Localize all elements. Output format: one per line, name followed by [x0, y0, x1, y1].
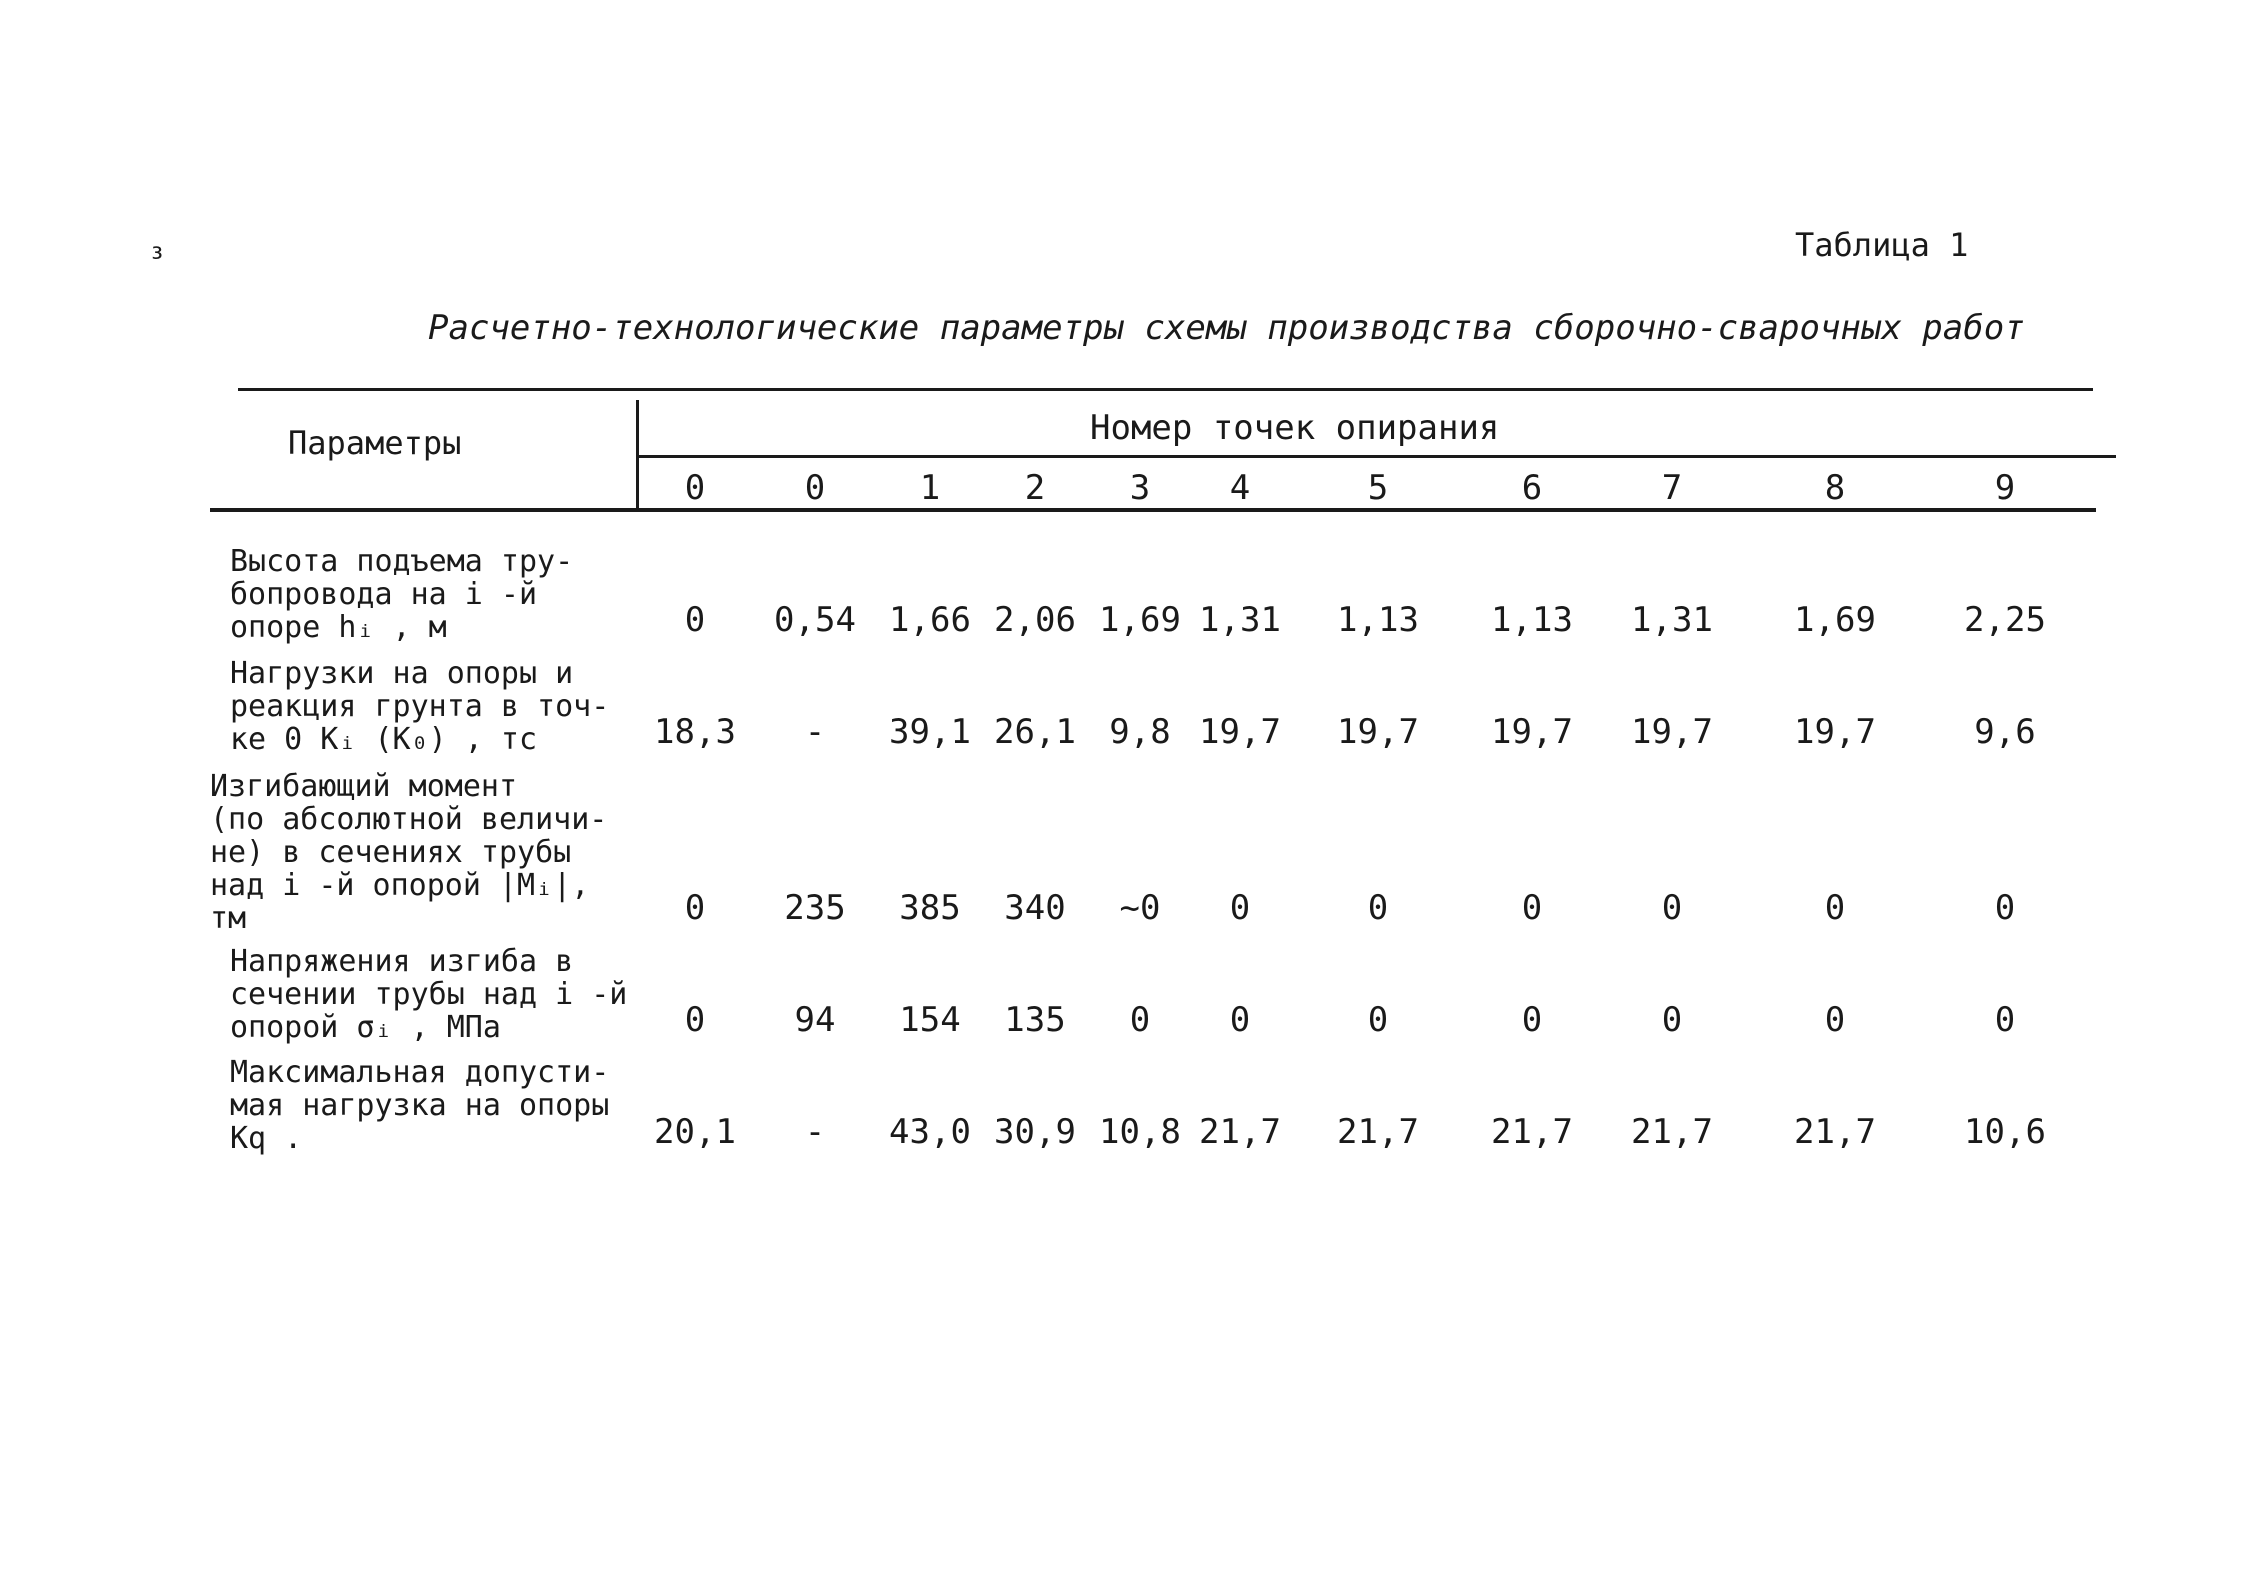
table-cell: 0 [1367, 1000, 1389, 1040]
row-label-line: не) в сечениях трубы [210, 835, 572, 870]
table-cell: 9,6 [1974, 712, 2036, 752]
row-label-line: опоре hᵢ , м [230, 610, 447, 645]
table-cell: 21,7 [1199, 1112, 1281, 1152]
row-label-0 [230, 545, 573, 644]
column-header-9: 8 [1824, 468, 1846, 508]
table-cell: 21,7 [1491, 1112, 1573, 1152]
table-cell: 235 [784, 888, 846, 928]
table-cell: 26,1 [994, 712, 1076, 752]
table-cell: 1,69 [1794, 600, 1876, 640]
row-label-line: над i -й опорой |Mᵢ|, [210, 868, 590, 903]
table-cell: ~0 [1119, 888, 1161, 928]
page-mark: ₃ [148, 232, 167, 267]
table-cell: 1,31 [1631, 600, 1713, 640]
column-header-5: 4 [1229, 468, 1251, 508]
row-label-1 [230, 657, 609, 756]
header-divider-rule [636, 455, 2116, 458]
row-label-2 [210, 770, 607, 935]
table-cell: 19,7 [1199, 712, 1281, 752]
header-bottom-rule [210, 508, 2096, 512]
table-cell: 21,7 [1631, 1112, 1713, 1152]
table-cell: - [804, 1112, 826, 1152]
row-label-line: ке 0 Kᵢ (K₀) , тс [230, 722, 538, 757]
table-number: Таблица 1 [1795, 226, 1969, 264]
column-header-3: 2 [1024, 468, 1046, 508]
header-vertical-divider [636, 400, 639, 508]
table-cell: 0 [1521, 888, 1543, 928]
row-label-line: реакция грунта в точ- [230, 689, 610, 724]
points-column-header: Номер точек опирания [1090, 408, 1500, 448]
table-cell: 94 [794, 1000, 836, 1040]
table-cell: 0 [1229, 888, 1251, 928]
table-cell: 21,7 [1794, 1112, 1876, 1152]
params-column-header: Параметры [288, 424, 462, 462]
table-cell: 20,1 [654, 1112, 736, 1152]
table-cell: 0 [1367, 888, 1389, 928]
column-header-7: 6 [1521, 468, 1543, 508]
table-cell: 18,3 [654, 712, 736, 752]
table-cell: 1,66 [889, 600, 971, 640]
row-label-line: Максимальная допусти- [230, 1055, 610, 1090]
column-header-1: 0 [804, 468, 826, 508]
table-cell: 9,8 [1109, 712, 1171, 752]
row-label-line: Высота подъема тру- [230, 544, 574, 579]
table-cell: 0 [1824, 888, 1846, 928]
table-cell: 1,31 [1199, 600, 1281, 640]
table-cell: 1,69 [1099, 600, 1181, 640]
table-cell: 0 [684, 600, 706, 640]
table-cell: 43,0 [889, 1112, 971, 1152]
table-cell: 0 [1661, 888, 1683, 928]
row-label-line: Изгибающий момент [210, 769, 518, 804]
table-cell: 1,13 [1337, 600, 1419, 640]
table-cell: 21,7 [1337, 1112, 1419, 1152]
table-cell: - [804, 712, 826, 752]
column-header-6: 5 [1367, 468, 1389, 508]
table-top-rule [238, 388, 2093, 391]
table-cell: 2,06 [994, 600, 1076, 640]
row-label-line: (по абсолютной величи- [210, 802, 608, 837]
table-cell: 0 [684, 888, 706, 928]
table-cell: 19,7 [1491, 712, 1573, 752]
table-cell: 0 [1521, 1000, 1543, 1040]
row-label-4 [230, 1056, 609, 1155]
table-cell: 0 [1994, 1000, 2016, 1040]
table-cell: 154 [899, 1000, 961, 1040]
table-cell: 19,7 [1631, 712, 1713, 752]
table-cell: 0 [1129, 1000, 1151, 1040]
table-cell: 135 [1004, 1000, 1066, 1040]
table-cell: 10,8 [1099, 1112, 1181, 1152]
table-cell: 340 [1004, 888, 1066, 928]
table-cell: 385 [899, 888, 961, 928]
table-cell: 10,6 [1964, 1112, 2046, 1152]
row-label-line: Нагрузки на опоры и [230, 656, 574, 691]
table-cell: 39,1 [889, 712, 971, 752]
column-header-8: 7 [1661, 468, 1683, 508]
table-cell: 0 [1229, 1000, 1251, 1040]
column-header-10: 9 [1994, 468, 2016, 508]
table-cell: 30,9 [994, 1112, 1076, 1152]
column-header-4: 3 [1129, 468, 1151, 508]
table-cell: 0 [1661, 1000, 1683, 1040]
column-header-2: 1 [919, 468, 941, 508]
table-cell: 0 [1994, 888, 2016, 928]
row-label-line: Kq . [230, 1121, 303, 1156]
row-label-line: Напряжения изгиба в [230, 944, 574, 979]
row-label-line: сечении трубы над i -й [230, 977, 628, 1012]
table-cell: 0,54 [774, 600, 856, 640]
row-label-3 [230, 945, 627, 1044]
row-label-line: тм [210, 901, 247, 936]
table-cell: 0 [1824, 1000, 1846, 1040]
column-header-0: 0 [684, 468, 706, 508]
table-title: Расчетно-технологические параметры схемы производства сборочно-сварочных работ [428, 308, 2025, 348]
table-cell: 0 [684, 1000, 706, 1040]
row-label-line: опорой σᵢ , МПа [230, 1010, 501, 1045]
row-label-line: мая нагрузка на опоры [230, 1088, 610, 1123]
table-cell: 19,7 [1794, 712, 1876, 752]
table-cell: 19,7 [1337, 712, 1419, 752]
row-label-line: бопровода на i -й [230, 577, 538, 612]
table-cell: 1,13 [1491, 600, 1573, 640]
table-cell: 2,25 [1964, 600, 2046, 640]
